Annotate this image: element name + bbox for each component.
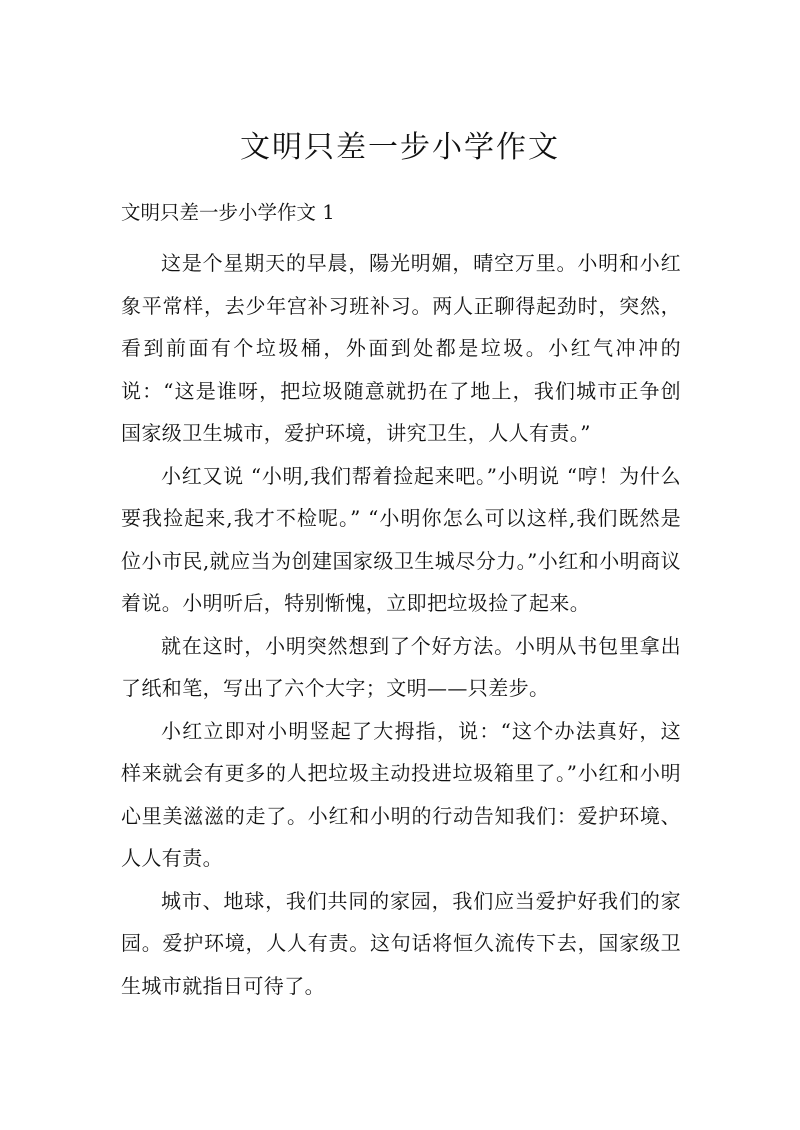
- paragraph-1: 这是个星期天的早晨，陽光明媚，晴空万里。小明和小红象平常样，去少年宫补习班补习。两人正聊得起劲时，突然，看到前面有个垃圾桶，外面到处都是垃圾。小红气冲冲的说：“这是谁呀，把垃圾随意就扔在了地上，我们城市正争创国家级卫生城市，爱护环境，讲究卫生，人人有责。”: [121, 251, 681, 445]
- paragraph-2: 小红又说 “小明,我们帮着捡起来吧。”小明说 “哼！为什么要我捡起来,我才不检呢。” “小明你怎么可以这样,我们既然是位小市民,就应当为创建国家级卫生城尽分力。”小红和小明商议着说。小明听后，特别惭愧，立即把垃圾捡了起来。: [121, 463, 681, 615]
- document-title: 文明只差一步小学作文: [240, 130, 560, 165]
- paragraph-4: 小红立即对小明竖起了大拇指，说：“这个办法真好，这样来就会有更多的人把垃圾主动投进垃圾箱里了。”小红和小明心里美滋滋的走了。小红和小明的行动告知我们：爱护环境、人人有责。: [121, 718, 681, 870]
- paragraph-3: 就在这时，小明突然想到了个好方法。小明从书包里拿出了纸和笔，写出了六个大字；文明——只差步。: [121, 633, 681, 700]
- essay-heading: 文明只差一步小学作文 1: [121, 201, 335, 224]
- essay-body: [121, 242, 681, 1007]
- paragraph-5: 城市、地球，我们共同的家园，我们应当爱护好我们的家园。爱护环境，人人有责。这句话将恒久流传下去，国家级卫生城市就指日可待了。: [121, 888, 681, 998]
